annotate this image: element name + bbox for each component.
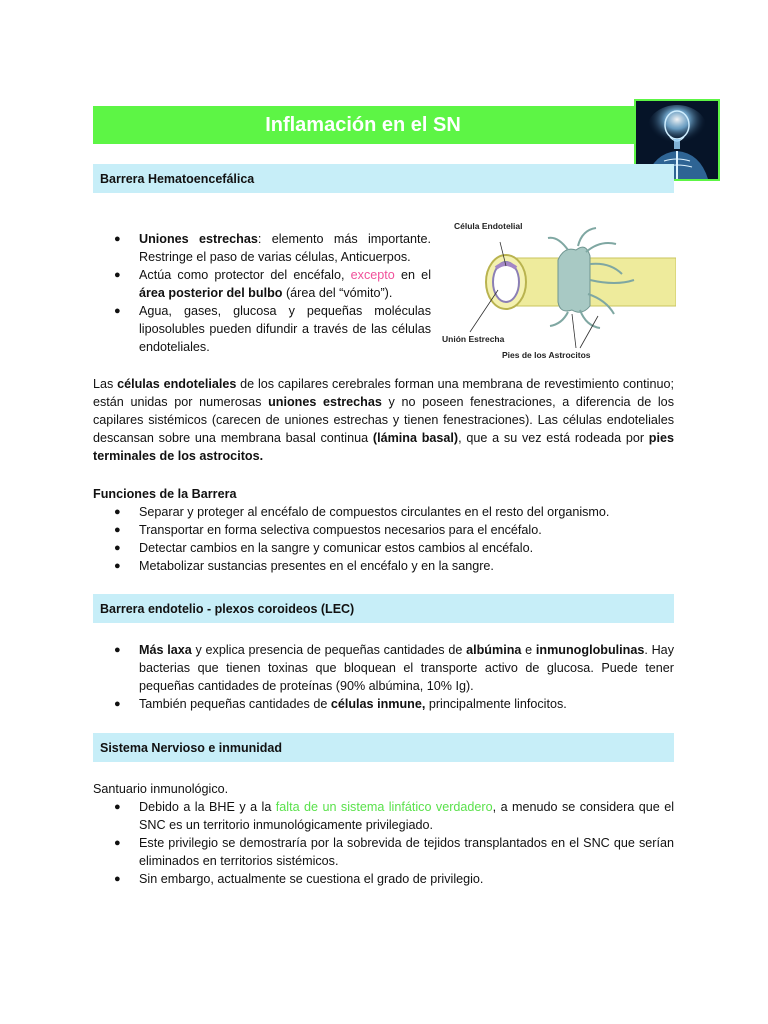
list-item [93,641,674,695]
list-item [93,695,674,713]
section-header-inmunidad: Sistema Nervioso e inmunidad [93,733,674,762]
list-item-text: en el [394,268,431,282]
endothelial-paragraph [93,375,674,465]
list-item-text: Agua, gases, glucosa y pequeñas moléculas liposolubles pueden difundir a través de las células endoteliales. [139,304,431,354]
page-title: Inflamación en el SN [93,106,673,144]
section-header-lec: Barrera endotelio - plexos coroideos (LEC) [93,594,674,623]
bold-term: (lámina basal) [372,431,459,445]
diagram-label-celula-endotelial: Célula Endotelial [454,221,523,231]
list-item-text: También pequeñas cantidades de [139,697,331,711]
inmunidad-block [93,780,674,888]
list-item [93,266,431,302]
list-item: ● Transportar en forma selectiva compuestos necesarios para el encéfalo. [93,521,674,539]
list-item-text: y explica presencia de pequeñas cantidades de [191,643,467,657]
bhe-bullet-list [93,230,431,356]
diagram-label-union-estrecha: Unión Estrecha [442,334,505,344]
highlight-text: excepto [350,268,395,282]
list-item-text: e [521,643,536,657]
bold-term: Uniones estrechas [139,232,258,246]
bold-term: células inmune, [330,697,426,711]
section-header-bhe: Barrera Hematoencefálica [93,164,674,193]
list-item-text: Actúa como protector del encéfalo, [139,268,351,282]
paragraph-text: , que a su vez está rodeada por [458,431,649,445]
list-item-text: principalmente linfocitos. [425,697,567,711]
list-item-text: (área del “vómito”). [282,286,393,300]
bold-term: células endoteliales [117,377,237,391]
diagram-label-pies-astrocitos: Pies de los Astrocitos [502,350,591,360]
list-item [93,230,431,266]
list-item: ● Sin embargo, actualmente se cuestiona el grado de privilegio. [93,870,674,888]
bold-term: área posterior del bulbo [139,286,283,300]
funciones-heading: Funciones de la Barrera [93,487,237,501]
list-item: ● Metabolizar sustancias presentes en el encéfalo y en la sangre. [93,557,674,575]
bold-term: inmunoglobulinas [535,643,645,657]
funciones-block [93,485,674,575]
list-item: ● Detectar cambios en la sangre y comunicar estos cambios al encéfalo. [93,539,674,557]
paragraph-text: de los capilares cerebrales forman una membrana de revestimiento continuo; están unidas por numerosas [93,377,674,409]
bold-term: uniones estrechas [268,395,382,409]
capillary-diagram [440,216,676,362]
paragraph-text: y no poseen fenestraciones, a diferencia de los capilares sistémicos (carecen de uniones estrechas y tienen fenestraciones). Las células endoteliales descansan sobre una membrana basal continua [93,395,674,445]
bold-term: albúmina [466,643,522,657]
inmunidad-intro: Santuario inmunológico. [93,782,229,796]
bold-term: pies terminales de los astrocitos. [93,431,674,463]
bold-term: Más laxa [139,643,192,657]
paragraph-text: Las [93,377,118,391]
list-item: ● Este privilegio se demostraría por la sobrevida de tejidos transplantados en el SNC que serían eliminados en territorios sistémicos. [93,834,674,870]
highlight-text: falta de un sistema linfático verdadero [275,800,493,814]
list-item-text: Debido a la BHE y a la [139,800,276,814]
list-item-text: , a menudo se considera que el SNC es un territorio inmunológicamente privilegiado. [139,800,674,832]
list-item [93,302,431,356]
lec-bullet-list [93,641,674,713]
list-item-text: . Hay bacterias que tienen toxinas que bloquean el transporte activo de glucosa. Puede tener pequeñas cantidades de proteínas (90% albúmina, 10% Ig). [139,643,674,693]
list-item-text: : elemento más importante. Restringe el paso de varias células, Anticuerpos. [139,232,431,264]
list-item [93,798,674,834]
list-item: ● Separar y proteger al encéfalo de compuestos circulantes en el resto del organismo. [93,503,674,521]
